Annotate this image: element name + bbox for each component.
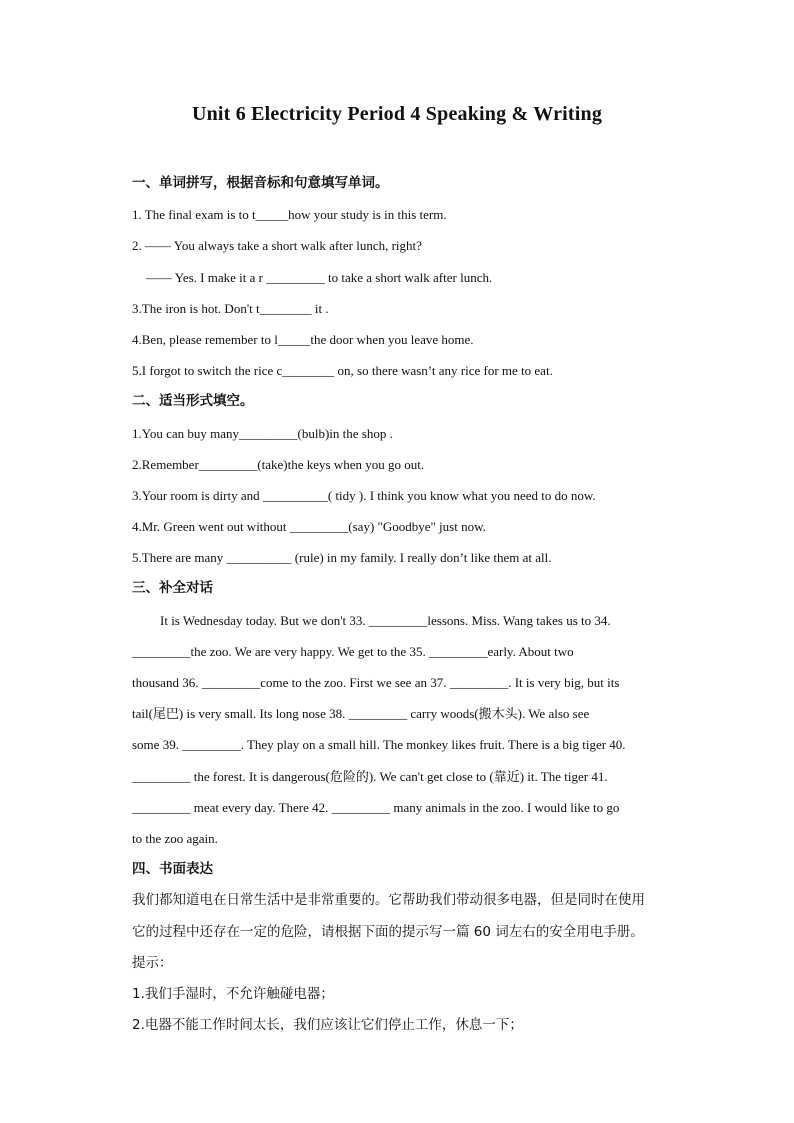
section4-heading: 四、书面表达 (132, 861, 213, 878)
writing-prompt-line-2: 它的过程中还存在一定的危险，请根据下面的提示写一篇 60 词左右的安全用电手册。 (132, 923, 644, 940)
worksheet-content (132, 168, 672, 1041)
section1-item-2-question: 2. —— You always take a short walk after lunch, right? (132, 238, 422, 254)
section1-item-5: 5.I forgot to switch the rice c________ on, so there wasn’t any rice for me to eat. (132, 363, 553, 379)
passage-line-6: _________ the forest. It is dangerous(危险的). We can't get close to (靠近) it. The tiger 41. (132, 768, 608, 784)
section1-item-4: 4.Ben, please remember to l_____the door when you leave home. (132, 331, 474, 347)
section2-item-4: 4.Mr. Green went out without _________(say) "Goodbye" just now. (132, 519, 486, 535)
section1-item-3: 3.The iron is hot. Don't t________ it . (132, 300, 329, 316)
writing-hint-2: 2.电器不能工作时间太长，我们应该让它们停止工作，休息一下； (132, 1017, 523, 1034)
section2-item-1: 1.You can buy many_________(bulb)in the shop . (132, 425, 393, 441)
page-title: Unit 6 Electricity Period 4 Speaking & Writing (191, 103, 603, 125)
section3-heading: 三、补全对话 (132, 580, 213, 597)
writing-prompt-line-1: 我们都知道电在日常生活中是非常重要的。它帮助我们带动很多电器，但是同时在使用 (132, 892, 645, 909)
section1-item-2-answer: —— Yes. I make it a r _________ to take a short walk after lunch. (146, 269, 493, 285)
section1-heading: 一、单词拼写，根据音标和句意填写单词。 (132, 175, 389, 191)
section2-item-5: 5.There are many __________ (rule) in my family. I really don’t like them at all. (132, 550, 552, 566)
passage-line-3: thousand 36. _________come to the zoo. First we see an 37. _________. It is very big, but its (132, 675, 620, 690)
passage-line-2: _________the zoo. We are very happy. We get to the 35. _________early. About two (132, 643, 574, 659)
passage-line-8: to the zoo again. (132, 830, 218, 846)
section2-item-2: 2.Remember_________(take)the keys when you go out. (132, 456, 425, 472)
passage-line-7: _________ meat every day. There 42. _________ many animals in the zoo. I would like to go (132, 799, 620, 815)
section2-heading: 二、适当形式填空。 (132, 393, 254, 410)
passage-line-1: It is Wednesday today. But we don't 33. _________lessons. Miss. Wang takes us to 34. (160, 612, 611, 628)
writing-hint-label: 提示： (132, 954, 173, 971)
passage-line-4: tail(尾巴) is very small. Its long nose 38. _________ carry woods(搬木头). We also see (132, 706, 590, 722)
section2-item-3: 3.Your room is dirty and __________( tidy ). I think you know what you need to do now. (132, 487, 596, 503)
writing-hint-1: 1.我们手湿时，不允许触碰电器； (132, 985, 334, 1002)
section1-item-1: 1. The final exam is to t_____how your study is in this term. (132, 207, 447, 223)
passage-line-5: some 39. _________. They play on a small hill. The monkey likes fruit. There is a big tiger 40. (132, 737, 626, 753)
